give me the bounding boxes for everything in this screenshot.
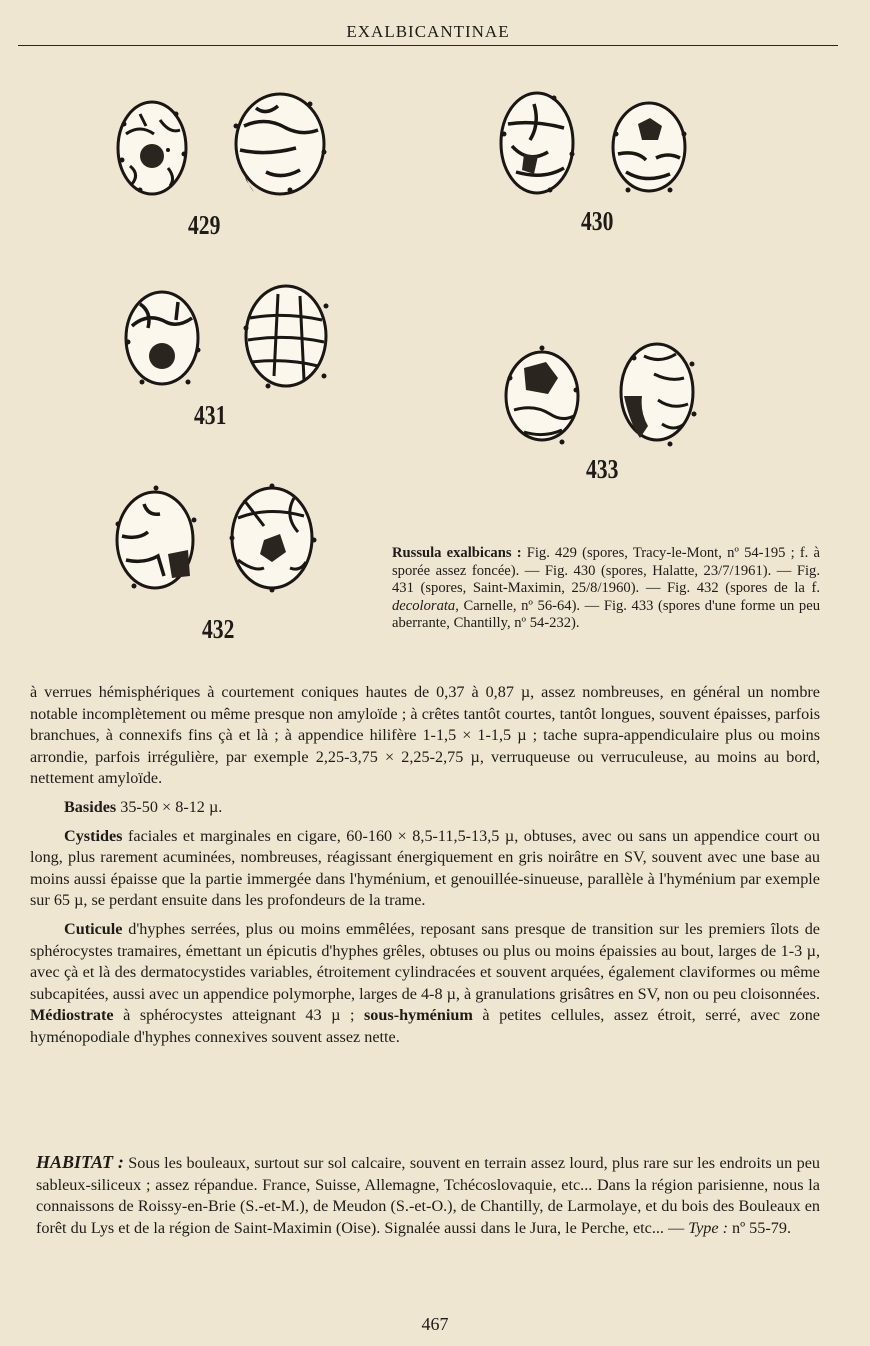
- description-body: [30, 682, 820, 1049]
- spores-paragraph: à verrues hémisphériques à courtement coniques hautes de 0,37 à 0,87 µ, assez nombreuses, en général un nombre notable incomplètement ou même presque non amyloïde ; à crêtes tantôt courtes, tantôt longues, souvent épaisses, parfois branchues, à connexifs fins çà et là ; à appendice hilifère 1-1,5 × 1-1,5 µ ; tache supra-appendiculaire plus ou moins arrondie, parfois irrégulière, par exemple 2,25-3,75 × 2,25-2,75 µ, verruqueuse ou verruculeuse, au moins au bord, nettement amyloïde.: [30, 683, 820, 788]
- mediostrate-label: Médiostrate: [30, 1006, 114, 1025]
- figure-caption: [392, 545, 820, 633]
- cuticule-text: d'hyphes serrées, plus ou moins emmêlées, reposant sans presque de transition sur les premiers îlots de sphérocystes tramaires, émettant un épicutis d'hyphes grêles, obtuses ou plus ou moins épaissies au bout, larges de 1-3 µ, avec çà et là des dermatocystides variables, étroitement cylindracées et souvent arquées, également claviformes ou même subcapitées, aussi avec un appendice polymorphe, larges de 4-8 µ, à granulations grisâtres en SV, non ou peu cloisonnées.: [30, 919, 820, 1003]
- caption-text-end: , Carnelle, nº 56-64). — Fig. 433 (spores d'une forme un peu aberrante, Chantilly, nº 54-232).: [392, 597, 820, 631]
- spore-drawing-431b: [238, 276, 334, 396]
- cuticule-label: Cuticule: [64, 919, 123, 938]
- cystides-text: faciales et marginales en cigare, 60-160 × 8,5-11,5-13,5 µ, obtuses, avec ou sans un appendice court ou long, plus rarement acuminées, nombreuses, réagissant énergiquement en gris noirâtre en SV, souvent avec une base au moins aussi épaisse que la partie immergée dans l'hyménium, et genouillée-sinueuse, parallèle à l'hyménium par exemple sur 65 µ, se perdant ensuite dans les profondeurs de la trame.: [30, 826, 820, 910]
- basides-text: 35-50 × 8-12 µ.: [116, 797, 223, 816]
- caption-species: Russula exalbicans :: [392, 545, 522, 561]
- sous-hymenium-label: sous-hyménium: [364, 1006, 473, 1025]
- cuticule-paragraph: [30, 919, 820, 1049]
- spore-drawing-429a: [110, 94, 194, 202]
- cystides-label: Cystides: [64, 826, 123, 845]
- spore-drawing-431a: [118, 282, 206, 394]
- cystides-paragraph: [30, 826, 820, 912]
- figure-number-430: 430: [581, 206, 614, 236]
- figure-number-433: 433: [586, 454, 619, 484]
- basides-paragraph: [30, 797, 820, 819]
- habitat-label: HABITAT :: [36, 1152, 124, 1172]
- page-number: 467: [421, 1314, 449, 1334]
- mediostrate-text: à sphérocystes atteignant 43 µ ;: [113, 1006, 364, 1025]
- spore-drawing-430b: [606, 94, 692, 200]
- running-header: EXALBICANTINAE: [18, 22, 838, 46]
- habitat-paragraph: [36, 1152, 820, 1239]
- caption-text: Fig. 429 (spores, Tracy-le-Mont, nº 54-195 ; f. à sporée assez foncée). — Fig. 430 (spores, Halatte, 23/7/1961). — Fig. 431 (spores, Saint-Maximin, 25/8/1960). — Fig. 432 (spores de la f.: [392, 545, 820, 596]
- type-text: nº 55-79.: [727, 1218, 791, 1237]
- figure-number-429: 429: [188, 210, 221, 240]
- spore-drawing-432a: [108, 480, 202, 600]
- spore-drawing-429b: [226, 86, 334, 202]
- spore-drawing-432b: [224, 476, 320, 600]
- spore-drawing-433a: [500, 338, 584, 450]
- caption-forma: decolorata: [392, 597, 456, 614]
- figure-number-431: 431: [194, 400, 227, 430]
- basides-label: Basides: [64, 797, 117, 816]
- spore-drawing-430a: [494, 84, 580, 202]
- type-label: Type :: [688, 1218, 728, 1237]
- spore-drawing-433b: [614, 334, 700, 450]
- figure-number-432: 432: [202, 614, 235, 644]
- sous-hymenium-text: à petites cellules, assez étroit, serré, avec zone hyménopodiale d'hyphes connexives souvent assez nette.: [30, 1006, 820, 1046]
- habitat-text: Sous les bouleaux, surtout sur sol calcaire, souvent en terrain assez lourd, plus rare sur les endroits un peu sableux-siliceux ; assez répandue. France, Suisse, Allemagne, Tchécoslovaquie, etc... Dans la région parisienne, nous la connaissons de Roissy-en-Brie (S.-et-M.), de Meudon (S.-et-O.), de Chantilly, de Larmolaye, et du bois des Bouleaux en forêt du Lys et de la région de Saint-Maximin (Oise). Signalée aussi dans le Jura, le Perche, etc... —: [36, 1154, 820, 1237]
